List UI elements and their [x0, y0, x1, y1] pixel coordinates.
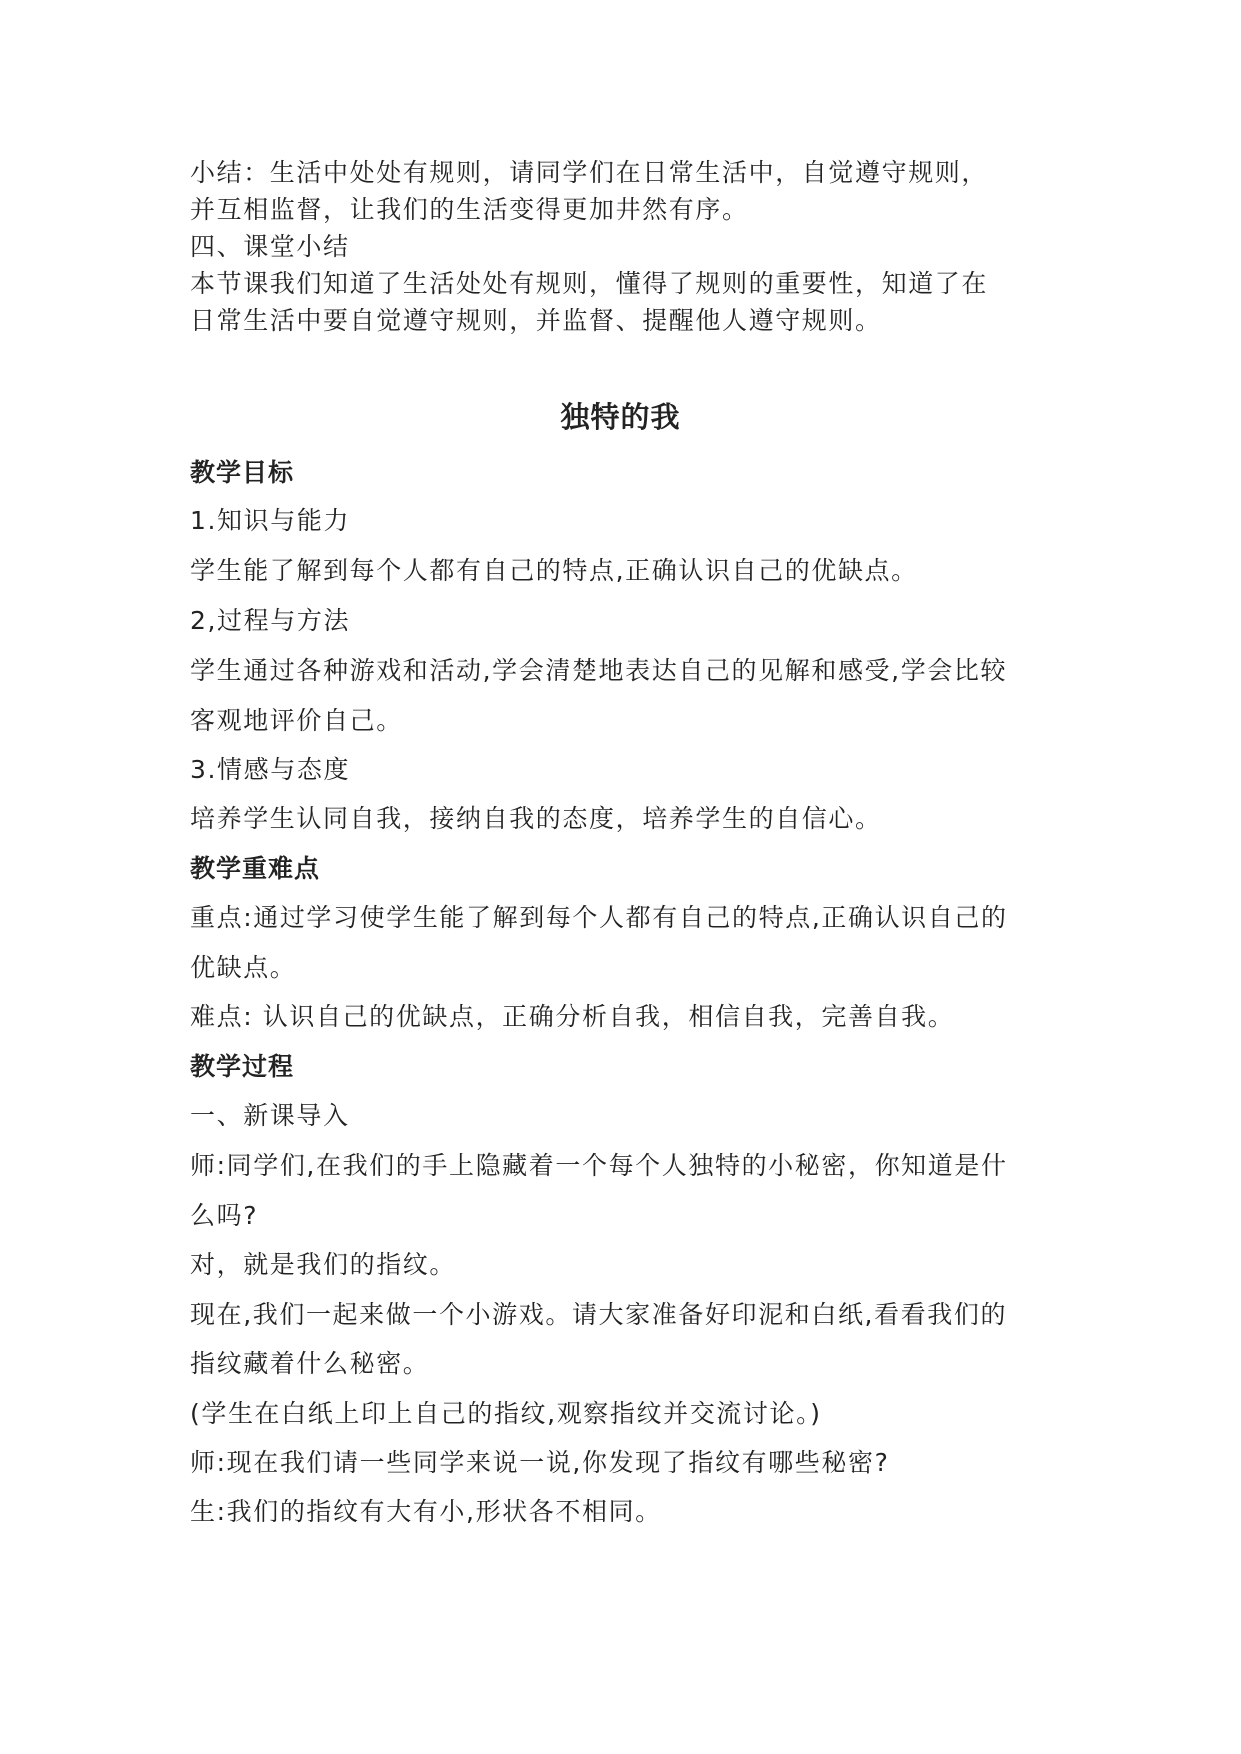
objective-1-text: 学生能了解到每个人都有自己的特点,正确认识自己的优缺点。	[190, 556, 918, 585]
objective-3-title: 3.情感与态度	[190, 755, 351, 784]
process-heading: 教学过程	[190, 1052, 295, 1081]
lesson-title: 独特的我	[560, 400, 681, 434]
teacher-line-1a: 师:同学们,在我们的手上隐藏着一个每个人独特的小秘密，你知道是什	[190, 1151, 1008, 1180]
conclusion-line-2: 日常生活中要自觉遵守规则，并监督、提醒他人遵守规则。	[190, 306, 882, 335]
section-four-title: 四、课堂小结	[190, 232, 350, 261]
game-line-2: 指纹藏着什么秘密。	[190, 1349, 430, 1378]
summary-line-1: 小结：生活中处处有规则，请同学们在日常生活中，自觉遵守规则，	[190, 158, 989, 187]
objectives-heading: 教学目标	[190, 458, 295, 487]
teacher-line-2: 师:现在我们请一些同学来说一说,你发现了指纹有哪些秘密?	[190, 1448, 890, 1477]
key-points-heading: 教学重难点	[190, 854, 321, 883]
objective-1-title: 1.知识与能力	[190, 506, 351, 535]
teacher-line-1b: 么吗?	[190, 1201, 259, 1230]
step-one-title: 一、新课导入	[190, 1101, 350, 1130]
student-line: 生:我们的指纹有大有小,形状各不相同。	[190, 1497, 662, 1526]
conclusion-line-1: 本节课我们知道了生活处处有规则，懂得了规则的重要性，知道了在	[190, 269, 989, 298]
game-line-1: 现在,我们一起来做一个小游戏。请大家准备好印泥和白纸,看看我们的	[190, 1300, 1008, 1329]
difficulty-line: 难点: 认识自己的优缺点，正确分析自我，相信自我，完善自我。	[190, 1002, 955, 1031]
objective-2-text-line-1: 学生通过各种游戏和活动,学会清楚地表达自己的见解和感受,学会比较	[190, 656, 1008, 685]
objective-3-text: 培养学生认同自我，接纳自我的态度，培养学生的自信心。	[190, 804, 882, 833]
summary-line-2: 并互相监督，让我们的生活变得更加井然有序。	[190, 195, 749, 224]
answer-line: 对，就是我们的指纹。	[190, 1250, 457, 1279]
key-point-line-1: 重点:通过学习使学生能了解到每个人都有自己的特点,正确认识自己的	[190, 903, 1008, 932]
activity-note: (学生在白纸上印上自己的指纹,观察指纹并交流讨论。)	[190, 1399, 822, 1428]
objective-2-title: 2,过程与方法	[190, 606, 351, 635]
objective-2-text-line-2: 客观地评价自己。	[190, 706, 403, 735]
key-point-line-2: 优缺点。	[190, 953, 297, 982]
